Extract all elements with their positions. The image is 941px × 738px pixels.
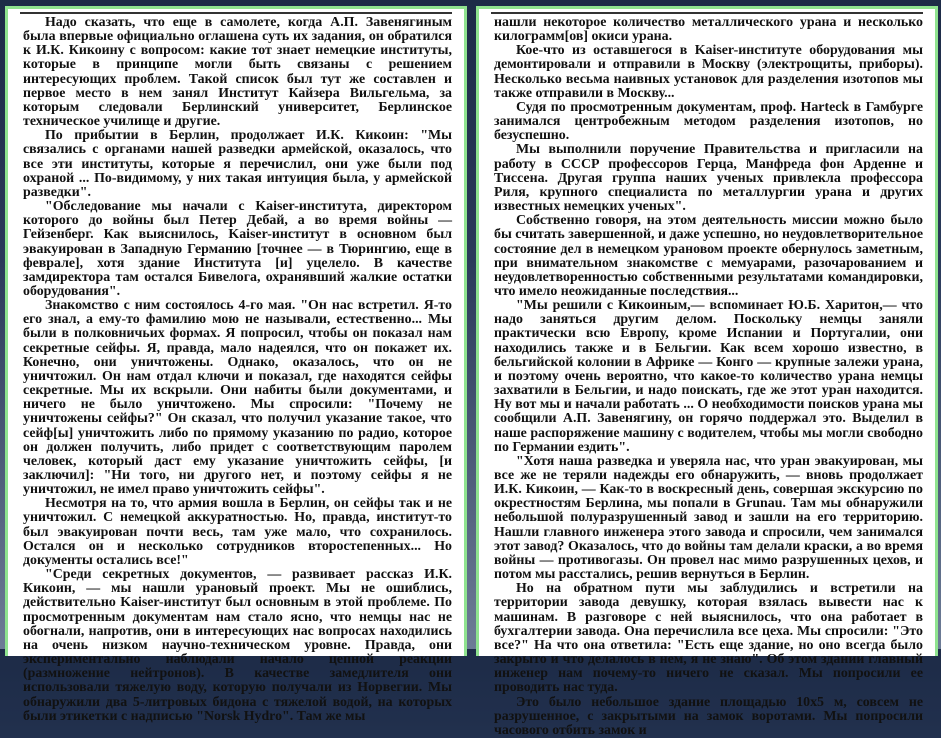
paragraph: Мы выполнили поручение Правительства и пригласили на работу в СССР профессоров Герца, Манфреда фон Арденне и Тиссена. Другая группа наших ученых привлекла профессора Риля, крупного специалиста по металлургии урана и других известных немецких ученых". (494, 142, 923, 215)
paragraph: "Мы решили с Кикоиным,— вспоминает Ю.Б. Харитон,— что надо заняться другим делом. Поскольку немцы заняли практически всю Европу, кроме Испании и Португалии, они находились также и в Бельгии. Как всем хорошо известно, в бельгийской колонии в Африке — Конго — крупные залежи урана, и поэтому очень вероятно, что какое-то количество урана немцы захватили в Бельгии, и надо поискать, где же этот уран находится. Ну вот мы и начали работать ... О необходимости поисков урана мы сообщили А.П. Завенягину, он горячо поддержал это. Выделил в наше распоряжение машину с водителем, чтобы мы могли свободно по Германии ездить". (494, 298, 923, 455)
paragraph: "Хотя наша разведка и уверяла нас, что уран эвакуирован, мы все же не теряли надежды его обнаружить, — вновь продолжает И.К. Кикоин, — Как-то в воскресный день, совершая экскурсию по окрестностям Берлина, мы попали в Grunau. Там мы обнаружили небольшой полуразрушенный завод и зашли на его территорию. Нашли главного инженера этого завода и спросили, чем занимался этот завод? Оказалось, что до войны там делали краски, а во время войны — противогазы. Он провел нас мимо разрушенных цехов, и потом мы расстались, решив вернуться в Берлин. (494, 453, 923, 583)
right-page-text (494, 16, 923, 738)
paragraph: Судя по просмотренным документам, проф. Harteck в Гамбурге занимался центробежным методом разделения изотопов, но безуспешно. (494, 99, 923, 144)
header-rule (491, 12, 923, 14)
paragraph: Кое-что из оставшегося в Kaiser-институте оборудования мы демонтировали и отправили в Москву (электрощиты, приборы). Несколько весьма наивных установок для разделения изотопов мы также отправили в Москву... (494, 43, 923, 101)
header-rule (20, 12, 452, 14)
right-page (476, 6, 938, 738)
paragraph: Это было небольшое здание площадью 10x5 м, совсем не разрушенное, с закрытыми на замок воротами. Мы попросили часового отбить замок и (494, 694, 923, 738)
paragraph: По прибытии в Берлин, продолжает И.К. Кикоин: "Мы связались с органами нашей разведки армейской, оказалось, что все эти институты, которые я перечислил, они уже были под охраной ... По-видимому, у них такая интуиция была, у армейской разведки". (23, 128, 452, 200)
paragraph-continuation: нашли некоторое количество металлического урана и несколько килограмм[ов] окиси урана. (494, 15, 923, 45)
paragraph: "Среди секретных документов, — развивает рассказ И.К. Кикоин, — мы нашли урановый проект. Мы не ошиблись, действительно Kaiser-институт был основным в этой проблеме. По просмотренным документам нам стало ясно, что немцы нас не обогнали, напротив, они в интересующих нас вопросах находились на очень низком научно-техническом уровне. Правда, они экспериментально наблюдали начало цепной реакции (размножение нейтронов). В качестве замедлителя они использовали тяжелую воду, которую получали из Норвегии. Мы обнаружили два 5-литровых бидона с тяжелой водой, на которых были этикетки с надписью "Norsk Hydro". Там же мы (23, 567, 452, 724)
paragraph: Собственно говоря, на этом деятельность миссии можно было бы считать завершенной, и даже успешно, но неудовлетворительное состояние дел в немецком урановом проекте обернулось заметным, при внимательном знакомстве с мемуарами, разочарованием и неудовлетворенностью собственными результатами командировки, что имело неожиданные последствия... (494, 213, 923, 299)
paragraph: "Обследование мы начали с Kaiser-института, директором которого до войны был Петер Дебай, а во время войны — Гейзенберг. Как выяснилось, Kaiser-институт в основном был эвакуирован в Западную Германию [точнее — в Тюрингию, еще в феврале], хотя здание Института [и] уцелело. В качестве замдиректора там остался Бивелога, охранявший жалкие остатки оборудования". (23, 199, 452, 299)
paragraph: Надо сказать, что еще в самолете, когда А.П. Завенягиным была впервые официально оглашена суть их задания, он обратился к И.К. Кикоину с вопросом: какие тот знает немецкие институты, которые в принципе могли быть связаны с решением интересующих проблем. Такой список был тут же составлен и первое место в нем занял Институт Кайзера Вильгельма, за которым следовали Берлинский университет, Берлинское техническое училище и другие. (23, 15, 452, 130)
paragraph: Несмотря на то, что армия вошла в Берлин, он сейфы так и не уничтожил. С немецкой аккуратностью. Но, правда, институт-то был эвакуирован почти весь, там уже мало, что сохранилось. Остался он и несколько сотрудников второстепенных... Но документы остались все!" (23, 496, 452, 568)
paragraph: Знакомство с ним состоялось 4-го мая. "Он нас встретил. Я-то его знал, а ему-то фамилию мою не называли, естественно... Мы были в полковничьих формах. Я попросил, чтобы он показал нам секретные сейфы. Я, правда, мало надеялся, что он покажет их. Конечно, они уничтожены. Однако, оказалось, что он не уничтожил. Он нам отдал ключи и показал, где находятся сейфы секретные. Мы их вскрыли. Они набиты были документами, и ничего не было уничтожено. Мы спросили: "Почему не уничтожены сейфы?" Он сказал, что получил указание такое, что сейф[ы] уничтожить либо по прямому указанию по радио, которое он должен получить, либо придет с соответствующим паролем человек, который даст ему указание уничтожить сейфы, [и заключил]: "Ни того, ни другого нет, и поэтому сейфы я не уничтожил, не имел право уничтожить сейфы". (23, 298, 452, 498)
paragraph: Но на обратном пути мы заблудились и встретили на территории завода девушку, которая взялась вывести нас к машинам. В разговоре с ней выяснилось, что она работает в бухгалтерии завода. Она перечислила все цеха. Мы спросили: "Это все?" На что она ответила: "Есть еще здание, но оно всегда было закрыто и что делалось в нем, я не знаю". Об этом здании главный инженер нам почему-то ничего не сказал. Мы попросили ее проводить нас туда. (494, 581, 923, 696)
left-page-text (23, 16, 452, 724)
left-page (5, 6, 467, 724)
